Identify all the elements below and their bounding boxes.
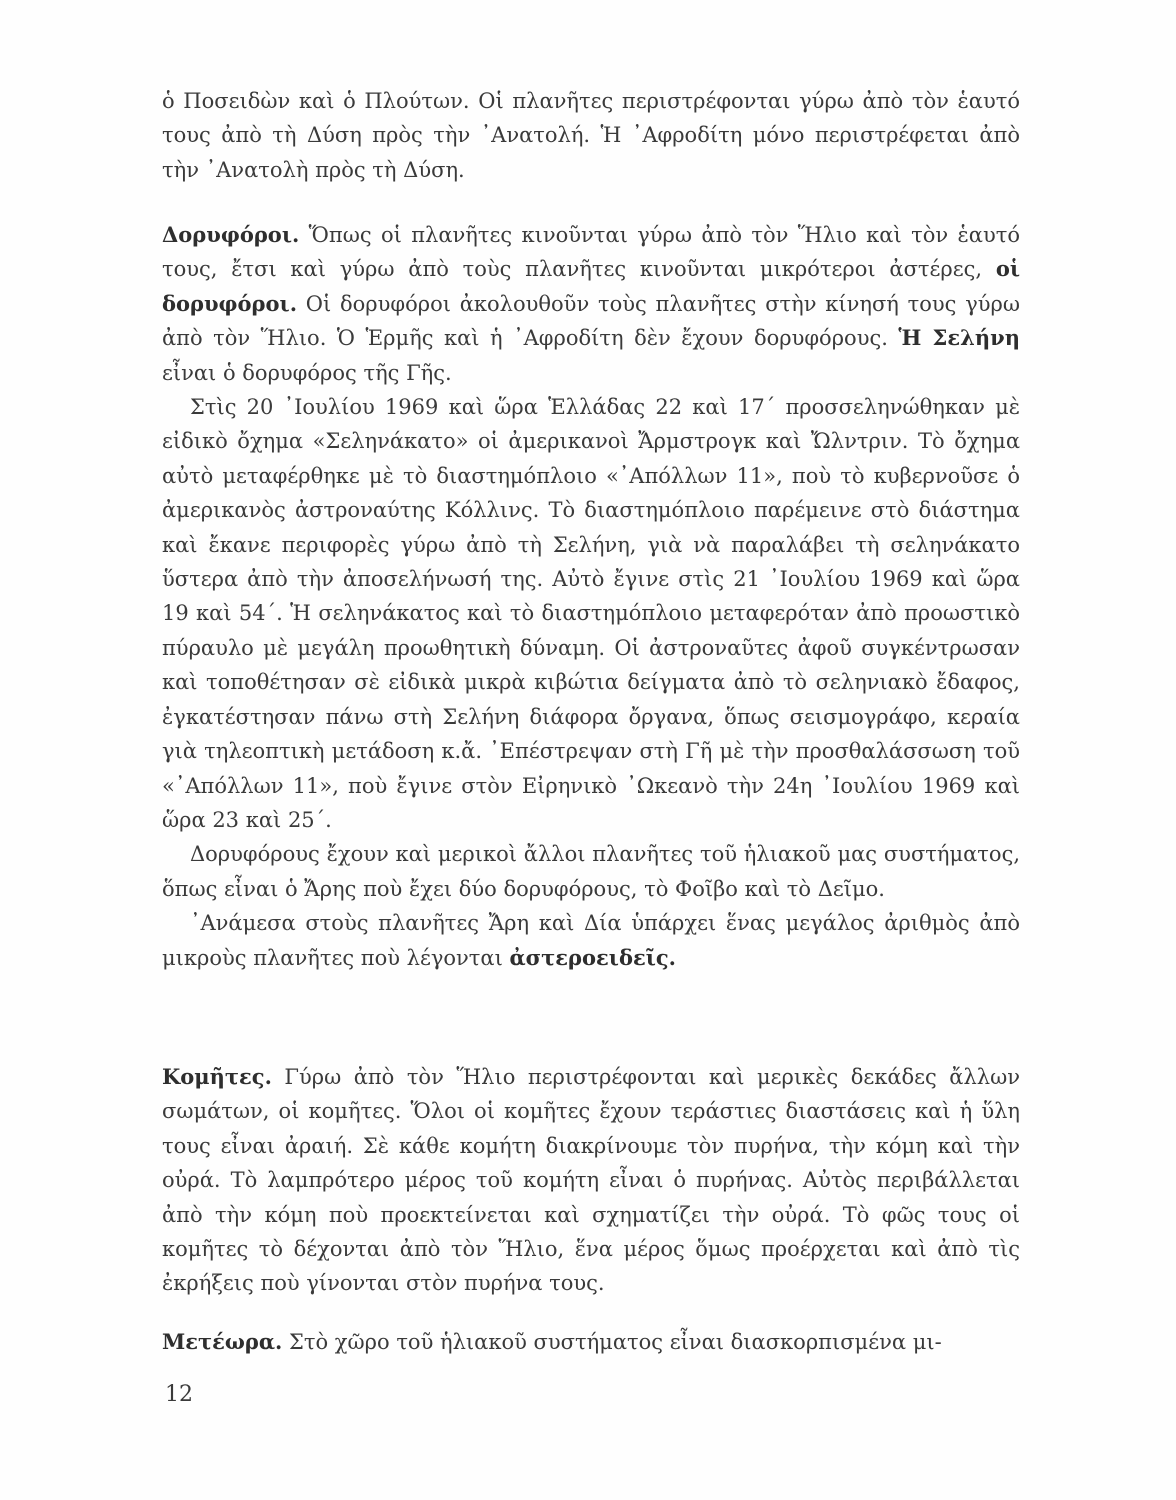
asteroids-bold-term: ἀστεροειδεῖς. bbox=[509, 944, 676, 970]
paragraph-planets-rotation bbox=[162, 84, 1020, 187]
asteroids-paragraph bbox=[162, 906, 1020, 975]
section-comets bbox=[162, 1060, 1020, 1301]
page-number: 12 bbox=[165, 1382, 193, 1407]
satellites-text-1: Ὅπως οἱ πλανῆτες κινοῦνται γύρω ἀπὸ τὸν Ἥλιο καὶ τὸν ἑαυτό τους, ἔτσι καὶ γύρω ἀπὸ τοὺς πλανῆτες κινοῦνται μικρότεροι ἀστέρες, bbox=[162, 223, 1020, 282]
moon-bold-term: Ἡ Σελήνη bbox=[898, 325, 1020, 351]
satellites-text-3: εἶναι ὁ δορυφόρος τῆς Γῆς. bbox=[162, 360, 452, 385]
intro-text: ὁ Ποσειδὼν καὶ ὁ Πλούτων. Οἱ πλανῆτες περιστρέφονται γύρω ἀπὸ τὸν ἑαυτό τους ἀπὸ τὴ Δύση πρὸς τὴν ᾽Ανατολή. Ἡ ᾽Αφροδίτη μόνο περιστρέφεται ἀπὸ τὴν ᾽Ανατολὴ πρὸς τὴ Δύση. bbox=[162, 89, 1020, 182]
satellites-paragraph bbox=[162, 218, 1020, 390]
comets-heading: Κομῆτες. bbox=[162, 1064, 272, 1089]
section-meteors bbox=[162, 1325, 1020, 1359]
section-satellites bbox=[162, 218, 1020, 975]
comets-paragraph bbox=[162, 1060, 1020, 1301]
asteroids-text: ᾽Ανάμεσα στοὺς πλανῆτες Ἄρη καὶ Δία ὑπάρχει ἕνας μεγάλος ἀριθμὸς ἀπὸ μικροὺς πλανῆτες ποὺ λέγονται bbox=[162, 911, 1020, 970]
meteors-paragraph bbox=[162, 1325, 1020, 1359]
moon-landing-paragraph: Στὶς 20 ᾽Ιουλίου 1969 καὶ ὥρα Ἑλλάδας 22 καὶ 17΄ προσσεληνώθηκαν μὲ εἰδικὸ ὄχημα «Σεληνάκατο» οἱ ἀμερικανοὶ Ἄρμστρογκ καὶ Ὤλντριν. Τὸ ὄχημα αὐτὸ μεταφέρθηκε μὲ τὸ διαστημόπλοιο «᾽Απόλλων 11», ποὺ τὸ κυβερνοῦσε ὁ ἀμερικανὸς ἀστροναύτης Κόλλινς. Τὸ διαστημόπλοιο παρέμεινε στὸ διάστημα καὶ ἔκανε περιφορὲς γύρω ἀπὸ τὴ Σελήνη, γιὰ νὰ παραλάβει τὴ σεληνάκατο ὕστερα ἀπὸ τὴν ἀποσελήνωσή της. Αὐτὸ ἔγινε στὶς 21 ᾽Ιουλίου 1969 καὶ ὥρα 19 καὶ 54΄. Ἡ σεληνάκατος καὶ τὸ διαστημόπλοιο μεταφερόταν ἀπὸ προωστικὸ πύραυλο μὲ μεγάλη προωθητικὴ δύναμη. Οἱ ἀστροναῦτες ἀφοῦ συγκέντρωσαν καὶ τοποθέτησαν σὲ εἰδικὰ μικρὰ κιβώτια δείγματα ἀπὸ τὸ σεληνιακὸ ἔδαφος, ἐγκατέστησαν πάνω στὴ Σελήνη διάφορα ὄργανα, ὅπως σεισμογράφο, κεραία γιὰ τηλεοπτικὴ μετάδοση κ.ἄ. ᾽Επέστρεψαν στὴ Γῆ μὲ τὴν προσθαλάσσωση τοῦ «᾽Απόλλων 11», ποὺ ἔγινε στὸν Εἰρηνικὸ ᾽Ωκεανὸ τὴν 24η ᾽Ιουλίου 1969 καὶ ὥρα 23 καὶ 25΄. bbox=[162, 395, 1020, 832]
comets-text: Γύρω ἀπὸ τὸν Ἥλιο περιστρέφονται καὶ μερικὲς δεκάδες ἄλλων σωμάτων, οἱ κομῆτες. Ὅλοι οἱ κομῆτες ἔχουν τεράστιες διαστάσεις καὶ ἡ ὕλη τους εἶναι ἀραιή. Σὲ κάθε κομήτη διακρίνουμε τὸν πυρήνα, τὴν κόμη καὶ τὴν οὐρά. Τὸ λαμπρότερο μέρος τοῦ κομήτη εἶναι ὁ πυρήνας. Αὐτὸς περιβάλλεται ἀπὸ τὴν κόμη ποὺ προεκτείνεται καὶ σχηματίζει τὴν οὐρά. Τὸ φῶς τους οἱ κομῆτες τὸ δέχονται ἀπὸ τὸν Ἥλιο, ἕνα μέρος ὅμως προέρχεται καὶ ἀπὸ τὶς ἐκρήξεις ποὺ γίνονται στὸν πυρήνα τους. bbox=[162, 1065, 1020, 1296]
meteors-heading: Μετέωρα. bbox=[162, 1329, 283, 1354]
other-satellites-paragraph: Δορυφόρους ἔχουν καὶ μερικοὶ ἄλλοι πλανῆτες τοῦ ἡλιακοῦ μας συστήματος, ὅπως εἶναι ὁ Ἄρης ποὺ ἔχει δύο δορυφόρους, τὸ Φοῖβο καὶ τὸ Δεῖμο. bbox=[162, 842, 1020, 901]
meteors-text: Στὸ χῶρο τοῦ ἡλιακοῦ συστήματος εἶναι διασκορπισμένα μι- bbox=[282, 1330, 942, 1354]
satellites-bold-term: οἱ δορυφόροι. bbox=[162, 256, 1020, 316]
satellites-heading: Δορυφόροι. bbox=[162, 222, 300, 247]
satellites-text-2: Οἱ δορυφόροι ἀκολουθοῦν τοὺς πλανῆτες στὴν κίνησή τους γύρω ἀπὸ τὸν Ἥλιο. Ὁ Ἑρμῆς καὶ ἡ ᾽Αφροδίτη δὲν ἔχουν δορυφόρους. bbox=[162, 291, 1020, 351]
